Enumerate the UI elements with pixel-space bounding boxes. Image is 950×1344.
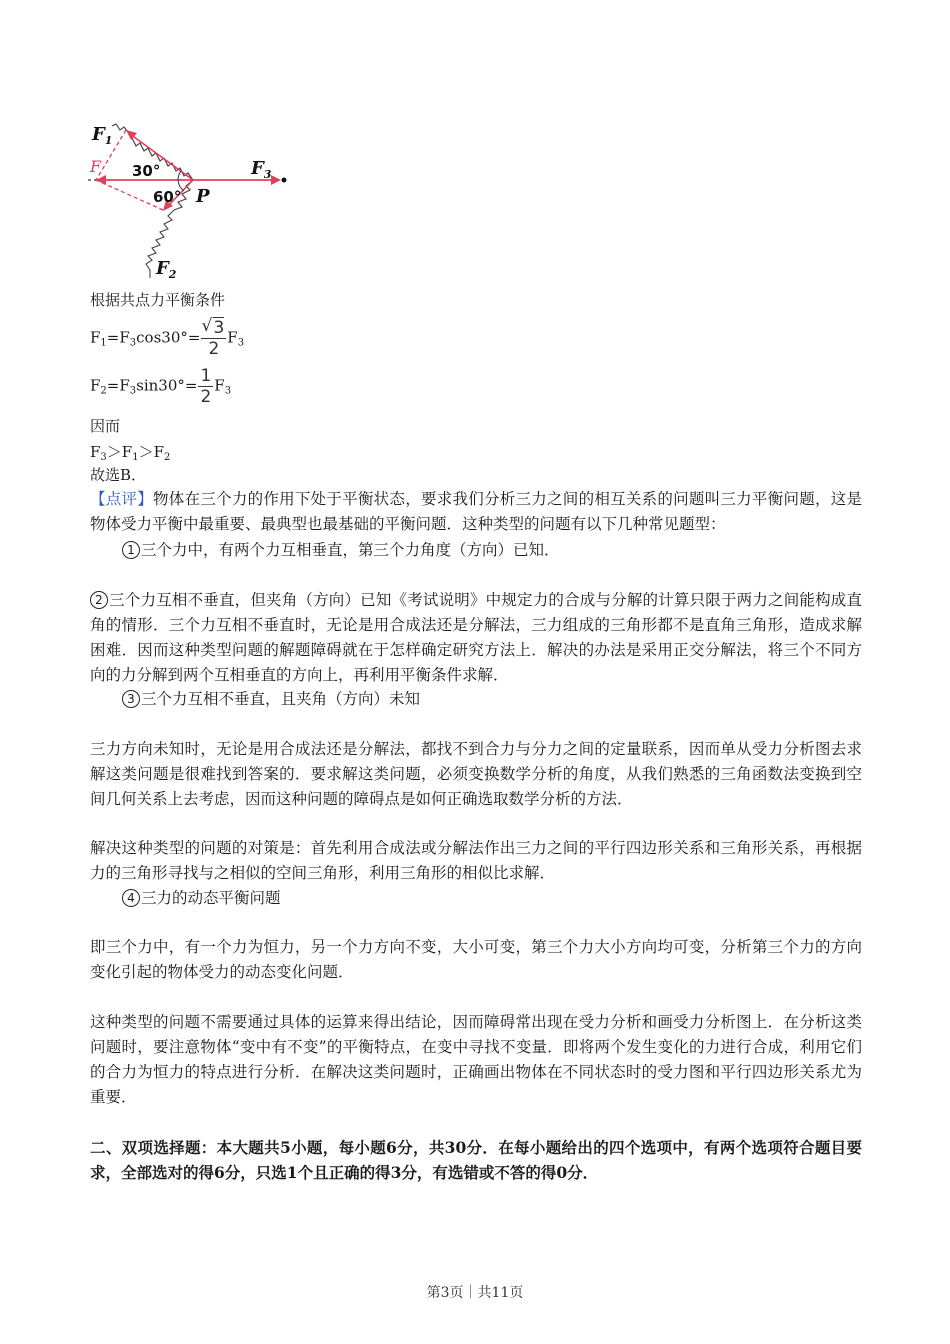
angle-60-label: 60°: [153, 188, 182, 206]
f2-label: $F_2$: [156, 258, 177, 281]
page-footer: 第3页｜共11页: [426, 1285, 524, 1301]
case-3: 3 三个力互相不垂直，且夹角（方向）未知: [122, 687, 862, 712]
f1-label: $F_1$: [92, 124, 113, 147]
case-3-strategy: 解决这种类型的问题的对策是：首先利用合成法或分解法作出三力之间的平行四边形关系和三角形关系，再根据力的三角形寻找与之相似的空间三角形，利用三角形的相似比求解．: [90, 839, 862, 882]
fraction-1-over-2: $\frac{1}{2}$: [200, 366, 212, 407]
angle-30-label: 30°: [132, 162, 161, 180]
f3-label: $F_3$: [251, 158, 272, 181]
equation-f2: $F_2=F_3\sin 30^\circ=$ $\frac{1}{2}$ $F_3$: [90, 366, 232, 407]
resultant-force-arrowhead: [96, 175, 106, 185]
fraction-sqrt3-over-2: √ $\frac{3}{2}$: [201, 318, 226, 359]
comment-tag: 【点评】: [90, 490, 154, 508]
case-1: 1 三个力中，有两个力互相垂直，第三个力角度（方向）已知．: [122, 538, 862, 563]
equation-f1: $F_1=F_3\cos 30^\circ=$ √ $\frac{3}{2}$ $F_3$: [90, 318, 244, 361]
case-2: 2 三个力互相不垂直，但夹角（方向）已知《考试说明》中规定力的合成与分解的计算只限于两力之间能构成直角的情形．三个力互相不垂直时，无论是用合成法还是分解法，三力组成的三角形都不是直角三角形，造成求解困难．因而这种类型问题的解题障碍就在于怎样确定研究方法上．解决的办法是采用正交分解法，将三个不同方向的力分解到两个互相垂直的方向上，再利用平衡条件求解．: [90, 591, 862, 684]
f3-endpoint: [282, 178, 287, 183]
angle-arc-30: [178, 171, 181, 180]
force-diagram: [88, 118, 298, 283]
therefore-line: 因而: [90, 417, 121, 435]
point-p-label: P: [196, 186, 210, 207]
balance-condition-line: 根据共点力平衡条件: [90, 291, 226, 309]
case-4-body: 即三个力中，有一个力为恒力，另一个力方向不变，大小可变，第三个力大小方向均可变，分析第三个力的方向变化引起的物体受力的动态变化问题．: [90, 938, 862, 981]
inequality-line: $F_3>F_1>F_2$: [90, 443, 171, 463]
case-4-analysis: 这种类型的问题不需要通过具体的运算来得出结论，因而障碍常出现在受力分析和画受力分析图上．在分析这类问题时，要注意物体“变中有不变”的平衡特点，在变中寻找不变量．即将两个发生变化的力进行合成，利用它们的合力为恒力的特点进行分析．在解决这类问题时，正确画出物体在不同状态时的受力图和平行四边形关系尤为重要．: [90, 1013, 862, 1106]
case-3-body: 三力方向未知时，无论是用合成法还是分解法，都找不到合力与分力之间的定量联系，因而单从受力分析图去求解这类问题是很难找到答案的．要求解这类问题，必须变换数学分析的角度，从我们熟悉的三角函数法变换到空间几何关系上去考虑，因而这种问题的障碍点是如何正确选取数学分析的方法．: [90, 740, 862, 808]
answer-line: 故选B．: [90, 466, 147, 484]
f3-force-arrowhead: [271, 175, 281, 185]
f-resultant-label: F: [90, 157, 102, 176]
section-heading: 二、双项选择题：本大题共5小题，每小题6分，共30分．在每小题给出的四个选项中，有两个选项符合题目要求，全部选对的得6分，只选1个且正确的得3分，有选错或不答的得0分．: [90, 1138, 862, 1182]
case-4: 4 三力的动态平衡问题: [122, 886, 862, 911]
comment-paragraph: 【点评】物体在三个力的作用下处于平衡状态，要求我们分析三力之间的相互关系的问题叫三力平衡问题，这是物体受力平衡中最重要、最典型也最基础的平衡问题．这种类型的问题有以下几种常见题型：: [90, 490, 862, 533]
